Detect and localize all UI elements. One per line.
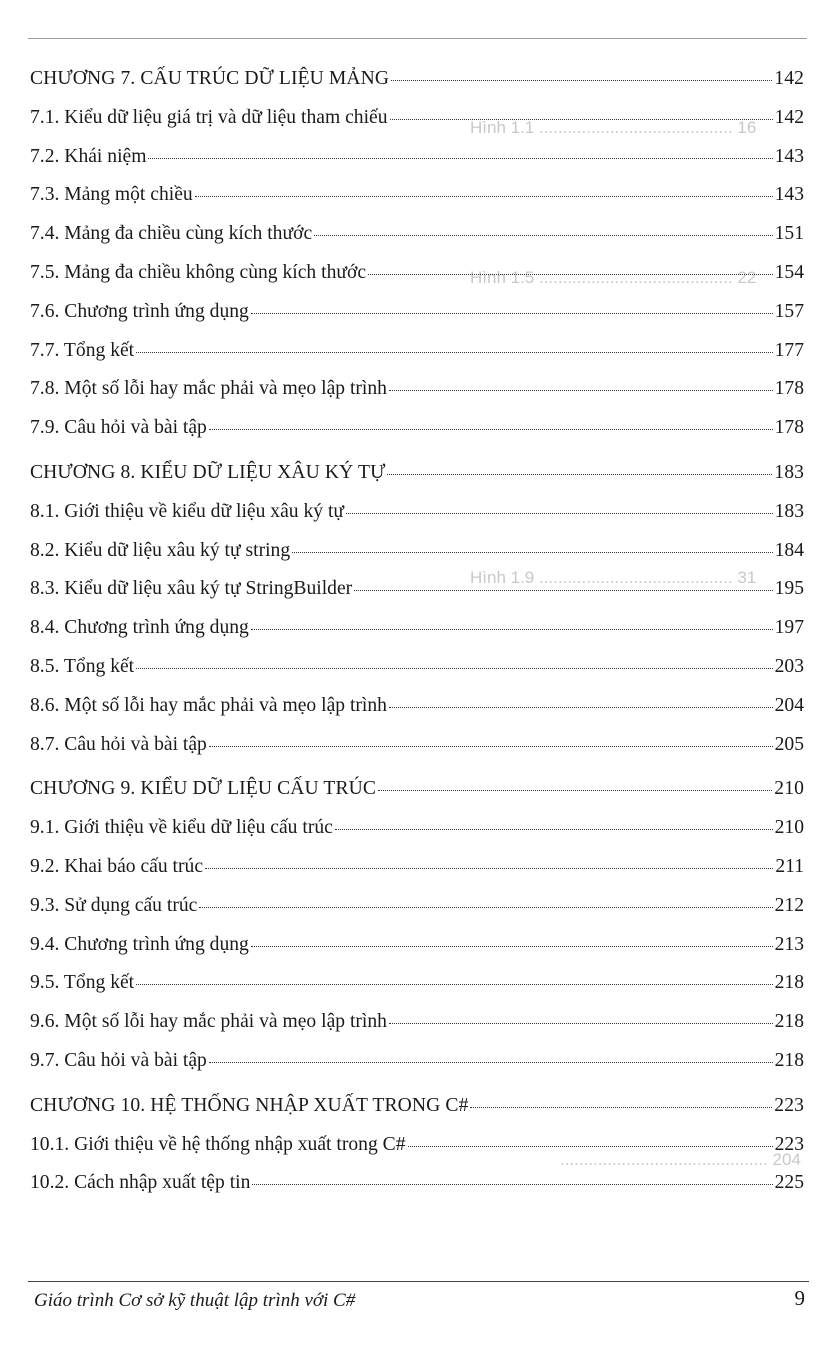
- dot-leader: [346, 512, 773, 514]
- toc-entry-page: 212: [774, 894, 804, 916]
- dot-leader: [251, 312, 773, 314]
- toc-entry-page: 210: [774, 778, 804, 800]
- dot-leader: [209, 1061, 773, 1063]
- toc-section-entry[interactable]: [30, 895, 804, 934]
- toc-entry-title: 8.7. Câu hỏi và bài tập: [30, 733, 207, 755]
- toc-entry-page: 225: [774, 1172, 804, 1194]
- toc-entry-title: CHƯƠNG 9. KIỂU DỮ LIỆU CẤU TRÚC: [30, 778, 377, 800]
- toc-entry-page: 183: [774, 500, 804, 522]
- toc-entry-page: 142: [774, 68, 804, 89]
- dot-leader: [199, 906, 772, 908]
- toc-entry-title: 8.3. Kiểu dữ liệu xâu ký tự StringBuilder: [30, 578, 353, 600]
- toc-entry-title: 9.2. Khai báo cấu trúc: [30, 855, 204, 877]
- toc-chapter-entry[interactable]: [30, 1095, 804, 1134]
- toc-section-entry[interactable]: [30, 378, 804, 417]
- toc-entry-title: CHƯƠNG 7. CẤU TRÚC DỮ LIỆU MẢNG: [30, 68, 390, 89]
- toc-section-entry[interactable]: [30, 1011, 804, 1050]
- toc-entry-page: 211: [775, 855, 804, 877]
- toc-entry-title: 7.7. Tổng kết: [30, 339, 135, 361]
- toc-entry-page: 218: [774, 1011, 804, 1033]
- toc-entry-title: 8.2. Kiểu dữ liệu xâu ký tự string: [30, 539, 291, 561]
- dot-leader: [389, 389, 773, 391]
- dot-leader: [251, 945, 773, 947]
- toc-entry-page: 223: [774, 1133, 804, 1155]
- dot-leader: [195, 195, 773, 197]
- dot-leader: [252, 1183, 772, 1185]
- toc-entry-page: 157: [774, 300, 804, 322]
- toc-section-entry[interactable]: [30, 972, 804, 1011]
- dot-leader: [378, 789, 772, 791]
- footer-page-number: 9: [794, 1286, 805, 1310]
- dot-leader: [136, 351, 772, 353]
- toc-entry-page: 203: [774, 655, 804, 677]
- toc-section-entry[interactable]: [30, 656, 804, 695]
- toc-section-entry[interactable]: [30, 734, 804, 773]
- dot-leader: [136, 667, 772, 669]
- toc-entry-page: 142: [774, 106, 804, 128]
- toc-entry-page: 210: [774, 817, 804, 839]
- toc-entry-page: 154: [774, 261, 804, 283]
- toc-entry-title: CHƯƠNG 10. HỆ THỐNG NHẬP XUẤT TRONG C#: [30, 1094, 469, 1116]
- toc-entry-title: 7.3. Mảng một chiều: [30, 184, 193, 206]
- dot-leader: [314, 234, 772, 236]
- toc-entry-title: 9.6. Một số lỗi hay mắc phải và mẹo lập trình: [30, 1011, 387, 1033]
- table-of-contents: [30, 68, 804, 1211]
- toc-chapter-entry[interactable]: [30, 462, 804, 501]
- dot-leader: [389, 706, 773, 708]
- toc-section-entry[interactable]: [30, 934, 804, 973]
- toc-entry-title: 10.1. Giới thiệu về hệ thống nhập xuất trong C#: [30, 1133, 406, 1155]
- toc-section-entry[interactable]: [30, 262, 804, 301]
- toc-entry-title: 7.5. Mảng đa chiều không cùng kích thước: [30, 261, 367, 283]
- toc-entry-page: 183: [774, 461, 804, 483]
- dot-leader: [251, 628, 773, 630]
- toc-section-entry[interactable]: [30, 501, 804, 540]
- toc-entry-page: 143: [774, 184, 804, 206]
- toc-section-entry[interactable]: [30, 695, 804, 734]
- toc-entry-title: 9.3. Sử dụng cấu trúc: [30, 894, 198, 916]
- toc-entry-page: 184: [774, 539, 804, 561]
- toc-section-entry[interactable]: [30, 578, 804, 617]
- toc-section-entry[interactable]: [30, 301, 804, 340]
- dot-leader: [390, 118, 773, 120]
- toc-section-entry[interactable]: [30, 146, 804, 185]
- toc-entry-page: 177: [774, 339, 804, 361]
- toc-entry-title: 7.6. Chương trình ứng dụng: [30, 300, 249, 322]
- toc-entry-title: 7.1. Kiểu dữ liệu giá trị và dữ liệu tham chiếu: [30, 106, 388, 128]
- bleed-through-text: Hình 1.5 ......................................... 22: [470, 268, 757, 287]
- toc-section-entry[interactable]: [30, 856, 804, 895]
- toc-section-entry[interactable]: [30, 540, 804, 579]
- footer-book-title: Giáo trình Cơ sở kỹ thuật lập trình với C#: [34, 1290, 356, 1311]
- toc-entry-title: 9.4. Chương trình ứng dụng: [30, 933, 249, 955]
- toc-entry-title: 10.2. Cách nhập xuất tệp tin: [30, 1172, 251, 1194]
- toc-entry-page: 197: [774, 617, 804, 639]
- toc-entry-title: 7.4. Mảng đa chiều cùng kích thước: [30, 223, 313, 245]
- toc-entry-title: 8.6. Một số lỗi hay mắc phải và mẹo lập trình: [30, 694, 387, 716]
- dot-leader: [368, 273, 773, 275]
- toc-entry-page: 213: [774, 933, 804, 955]
- toc-entry-page: 205: [774, 733, 804, 755]
- toc-entry-title: 9.7. Câu hỏi và bài tập: [30, 1049, 207, 1071]
- toc-section-entry[interactable]: [30, 184, 804, 223]
- dot-leader: [209, 428, 773, 430]
- toc-section-entry[interactable]: [30, 223, 804, 262]
- toc-entry-page: 151: [774, 223, 804, 245]
- toc-entry-title: 8.1. Giới thiệu về kiểu dữ liệu xâu ký tự: [30, 500, 345, 522]
- toc-entry-title: 7.9. Câu hỏi và bài tập: [30, 417, 207, 439]
- toc-section-entry[interactable]: [30, 107, 804, 146]
- toc-entry-page: 178: [774, 378, 804, 400]
- toc-section-entry[interactable]: [30, 1172, 804, 1211]
- dot-leader: [205, 867, 773, 869]
- dot-leader: [470, 1106, 772, 1108]
- toc-entry-page: 223: [774, 1094, 804, 1116]
- toc-entry-title: 7.8. Một số lỗi hay mắc phải và mẹo lập trình: [30, 378, 387, 400]
- bleed-through-text: Hình 1.1 ......................................... 16: [470, 118, 757, 137]
- dot-leader: [389, 1022, 773, 1024]
- bleed-through-text: ............................................ 204: [560, 1150, 801, 1169]
- toc-chapter-entry[interactable]: [30, 778, 804, 817]
- toc-section-entry[interactable]: [30, 1050, 804, 1089]
- toc-entry-title: 9.1. Giới thiệu về kiểu dữ liệu cấu trúc: [30, 817, 333, 839]
- toc-entry-title: 8.4. Chương trình ứng dụng: [30, 617, 249, 639]
- toc-entry-page: 218: [774, 972, 804, 994]
- toc-section-entry[interactable]: [30, 340, 804, 379]
- toc-section-entry[interactable]: [30, 1134, 804, 1173]
- toc-section-entry[interactable]: [30, 617, 804, 656]
- toc-entry-page: 195: [774, 578, 804, 600]
- dot-leader: [148, 157, 772, 159]
- toc-entry-title: 8.5. Tổng kết: [30, 655, 135, 677]
- dot-leader: [387, 473, 772, 475]
- toc-chapter-entry[interactable]: [30, 68, 804, 107]
- dot-leader: [136, 983, 772, 985]
- dot-leader: [292, 551, 772, 553]
- toc-entry-page: 143: [774, 145, 804, 167]
- toc-entry-title: CHƯƠNG 8. KIỂU DỮ LIỆU XÂU KÝ TỰ: [30, 461, 386, 483]
- toc-section-entry[interactable]: [30, 417, 804, 456]
- toc-section-entry[interactable]: [30, 817, 804, 856]
- toc-entry-page: 204: [774, 694, 804, 716]
- toc-entry-page: 218: [774, 1049, 804, 1071]
- dot-leader: [209, 745, 773, 747]
- toc-entry-page: 178: [774, 417, 804, 439]
- dot-leader: [354, 589, 772, 591]
- toc-entry-title: 7.2. Khái niệm: [30, 145, 147, 167]
- top-rule: [28, 38, 807, 39]
- dot-leader: [408, 1145, 773, 1147]
- dot-leader: [335, 828, 773, 830]
- bleed-through-text: Hình 1.9 ......................................... 31: [470, 568, 757, 587]
- footer-rule: [28, 1281, 809, 1282]
- dot-leader: [391, 79, 772, 81]
- toc-entry-title: 9.5. Tổng kết: [30, 972, 135, 994]
